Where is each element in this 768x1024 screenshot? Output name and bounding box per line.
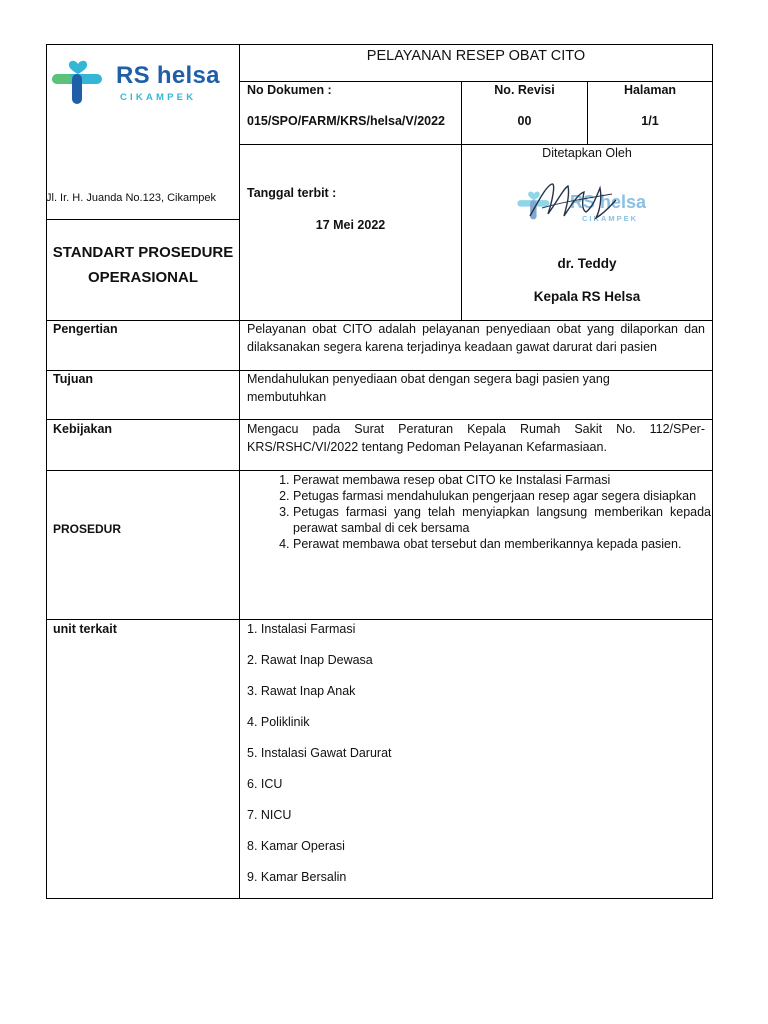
revisi-value: 00 [517,114,532,128]
kebijakan-text: Mengacu pada Surat Peraturan Kepala Rumah Sakit No. 112/SPer-KRS/RSHC/VI/2022 tentang Pedoman Pelayanan Kefarmasiaan. [247,422,705,454]
sop-title [46,240,240,290]
prosedur-list [243,472,711,552]
hospital-logo [50,52,235,108]
cross-heart-icon [50,52,106,108]
prosedur-label: PROSEDUR [53,522,122,536]
logo-subtitle: CIKAMPEK [120,92,197,103]
unit-item: 5. Instalasi Gawat Darurat [247,746,392,760]
document-title: PELAYANAN RESEP OBAT CITO [366,48,586,64]
unit-item: 7. NICU [247,808,292,822]
stamp-text: RS helsa [570,192,647,212]
prosedur-step: 4. Perawat membawa obat tersebut dan memberikannya kepada pasien. [293,536,711,552]
halaman-label: Halaman [623,83,677,97]
unit-item: 1. Instalasi Farmasi [247,622,356,636]
tujuan-text: Mendahulukan penyediaan obat dengan segera bagi pasien yang membutuhkan [247,372,610,404]
sop-title-line2: OPERASIONAL [87,269,198,286]
tanggal-value: 17 Mei 2022 [315,218,386,232]
prosedur-step: 2. Petugas farmasi mendahulukan pengerjaan resep agar segera disiapkan [293,488,711,504]
logo-name: RS helsa [116,62,220,89]
unit-item: 9. Kamar Bersalin [247,870,347,884]
prosedur-step: 3. Petugas farmasi yang telah menyiapkan langsung memberikan kepada perawat sambal di cek bersama [293,504,711,536]
sop-title-line1: STANDART PROSEDURE [52,244,234,261]
unit-item: 4. Poliklinik [247,715,310,729]
unit-item: 8. Kamar Operasi [247,839,345,853]
unit-terkait-label: unit terkait [53,622,117,636]
pengertian-text: Pelayanan obat CITO adalah pelayanan penyediaan obat yang dilaporkan dan dilaksanakan segera karena terjadinya keadaan gawat darurat dari pasien [247,322,705,354]
prosedur-step: 1. Perawat membawa resep obat CITO ke Instalasi Farmasi [293,472,711,488]
signature-icon [512,172,662,234]
tanggal-label: Tanggal terbit : [247,186,337,200]
signer-title: Kepala RS Helsa [533,289,641,304]
no-dokumen-label: No Dokumen : [247,83,332,97]
tujuan-label: Tujuan [53,372,94,386]
pengertian-label: Pengertian [53,322,118,336]
unit-item: 6. ICU [247,777,283,791]
revisi-label: No. Revisi [494,83,555,97]
unit-item: 2. Rawat Inap Dewasa [247,653,373,667]
ditetapkan-label: Ditetapkan Oleh [542,146,632,160]
signer-name: dr. Teddy [557,256,617,271]
signature-stamp [512,172,662,234]
hospital-address: Jl. Ir. H. Juanda No.123, Cikampek [46,192,216,204]
kebijakan-label: Kebijakan [53,422,113,436]
stamp-subtitle: CIKAMPEK [582,214,639,223]
unit-item: 3. Rawat Inap Anak [247,684,356,698]
halaman-value: 1/1 [641,114,659,128]
no-dokumen-value: 015/SPO/FARM/KRS/helsa/V/2022 [247,114,446,128]
